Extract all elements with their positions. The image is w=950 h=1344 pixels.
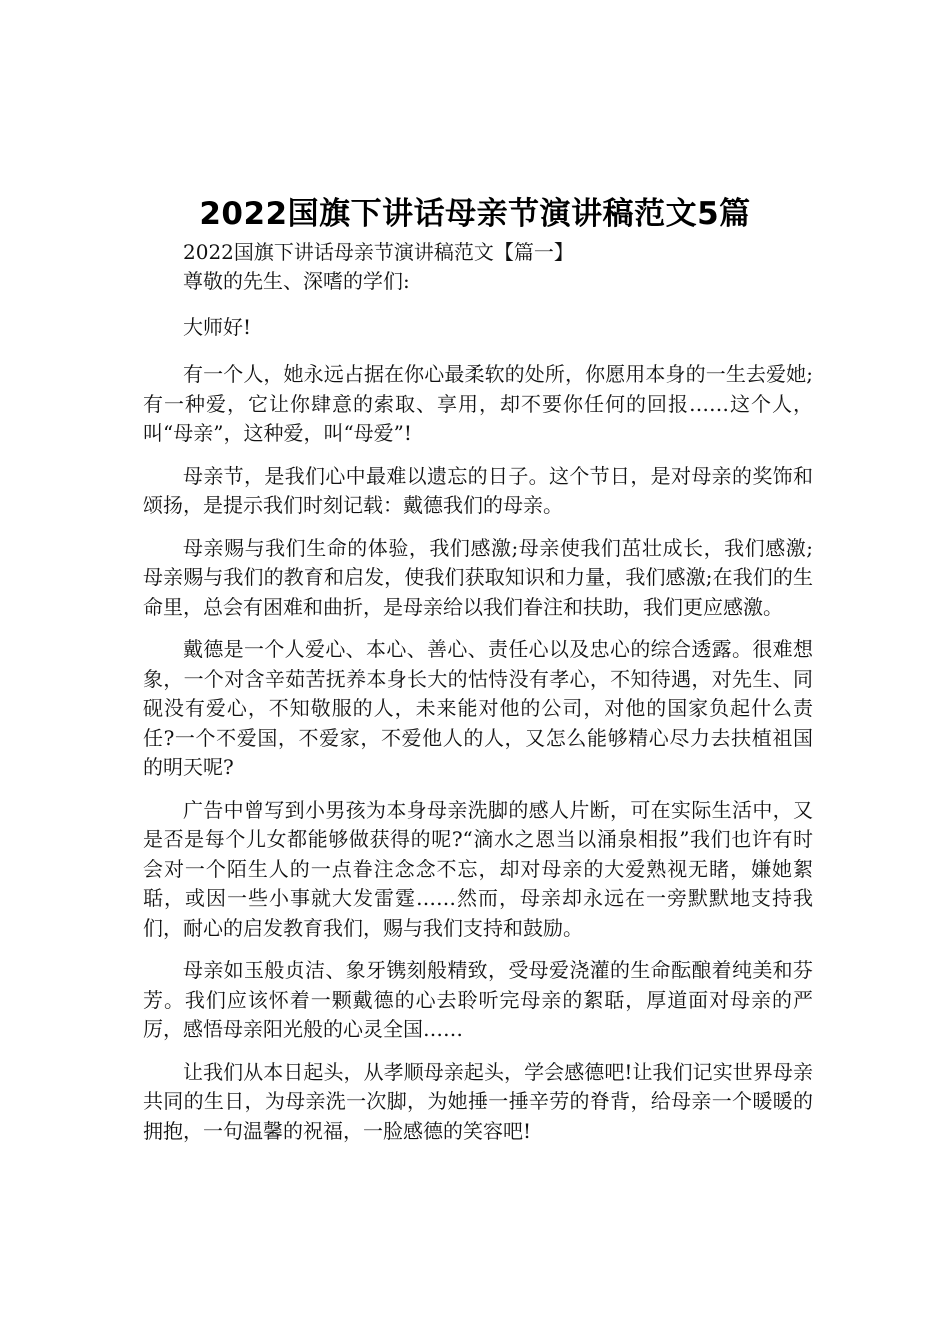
paragraph: 母亲如玉般贞洁、象牙镌刻般精致，受母爱浇灌的生命酝酿着纯美和芬芳。我们应该怀着一颗戴德的心去聆听完母亲的絮聒，厚道面对母亲的严厉，感悟母亲阳光般的心灵全国…… bbox=[143, 958, 813, 1041]
paragraph: 广告中曾写到小男孩为本身母亲洗脚的感人片断，可在实际生活中，又是否是每个儿女都能够做获得的呢?“滴水之恩当以涌泉相报”我们也许有时会对一个陌生人的一点眷注念念不忘，却对母亲的大爱熟视无睹，嫌她絮聒，或因一些小事就大发雷霆……然而，母亲却永远在一旁默默地支持我们，耐心的启发教育我们，赐与我们支持和鼓励。 bbox=[143, 797, 813, 940]
paragraph: 戴德是一个人爱心、本心、善心、责任心以及忠心的综合透露。很难想象，一个对含辛茹苦抚养本身长大的怙恃没有孝心，不知待遇，对先生、同砚没有爱心，不知敬服的人，未来能对他的公司，对他的国家负起什么责任?一个不爱国，不爱家，不爱他人的人，又怎么能够精心尽力去扶植祖国的明天呢? bbox=[143, 637, 813, 779]
document-body bbox=[143, 238, 813, 1159]
paragraph: 母亲赐与我们生命的体验，我们感激;母亲使我们茁壮成长，我们感激;母亲赐与我们的教育和启发，使我们获取知识和力量，我们感激;在我们的生命里，总会有困难和曲折，是母亲给以我们眷注和扶助，我们更应感激。 bbox=[143, 535, 813, 619]
section-heading: 2022国旗下讲话母亲节演讲稿范文【篇一】 bbox=[183, 240, 574, 264]
salutation: 尊敬的先生、深嗜的学们: bbox=[183, 269, 410, 293]
paragraph: 母亲节，是我们心中最难以遗忘的日子。这个节日，是对母亲的奖饰和颂扬，是提示我们时刻记载：戴德我们的母亲。 bbox=[143, 463, 813, 517]
paragraph: 让我们从本日起头，从孝顺母亲起头，学会感德吧!让我们记实世界母亲共同的生日，为母亲洗一次脚，为她捶一捶辛劳的脊背，给母亲一个暖暖的拥抱，一句温馨的祝福，一脸感德的笑容吧! bbox=[143, 1059, 813, 1143]
greeting: 大师好! bbox=[183, 315, 252, 339]
paragraph: 有一个人，她永远占据在你心最柔软的处所，你愿用本身的一生去爱她;有一种爱，它让你肆意的索取、享用，却不要你任何的回报……这个人，叫“母亲”，这种爱，叫“母爱”! bbox=[143, 362, 813, 445]
document-title: 2022国旗下讲话母亲节演讲稿范文5篇 bbox=[199, 196, 751, 232]
